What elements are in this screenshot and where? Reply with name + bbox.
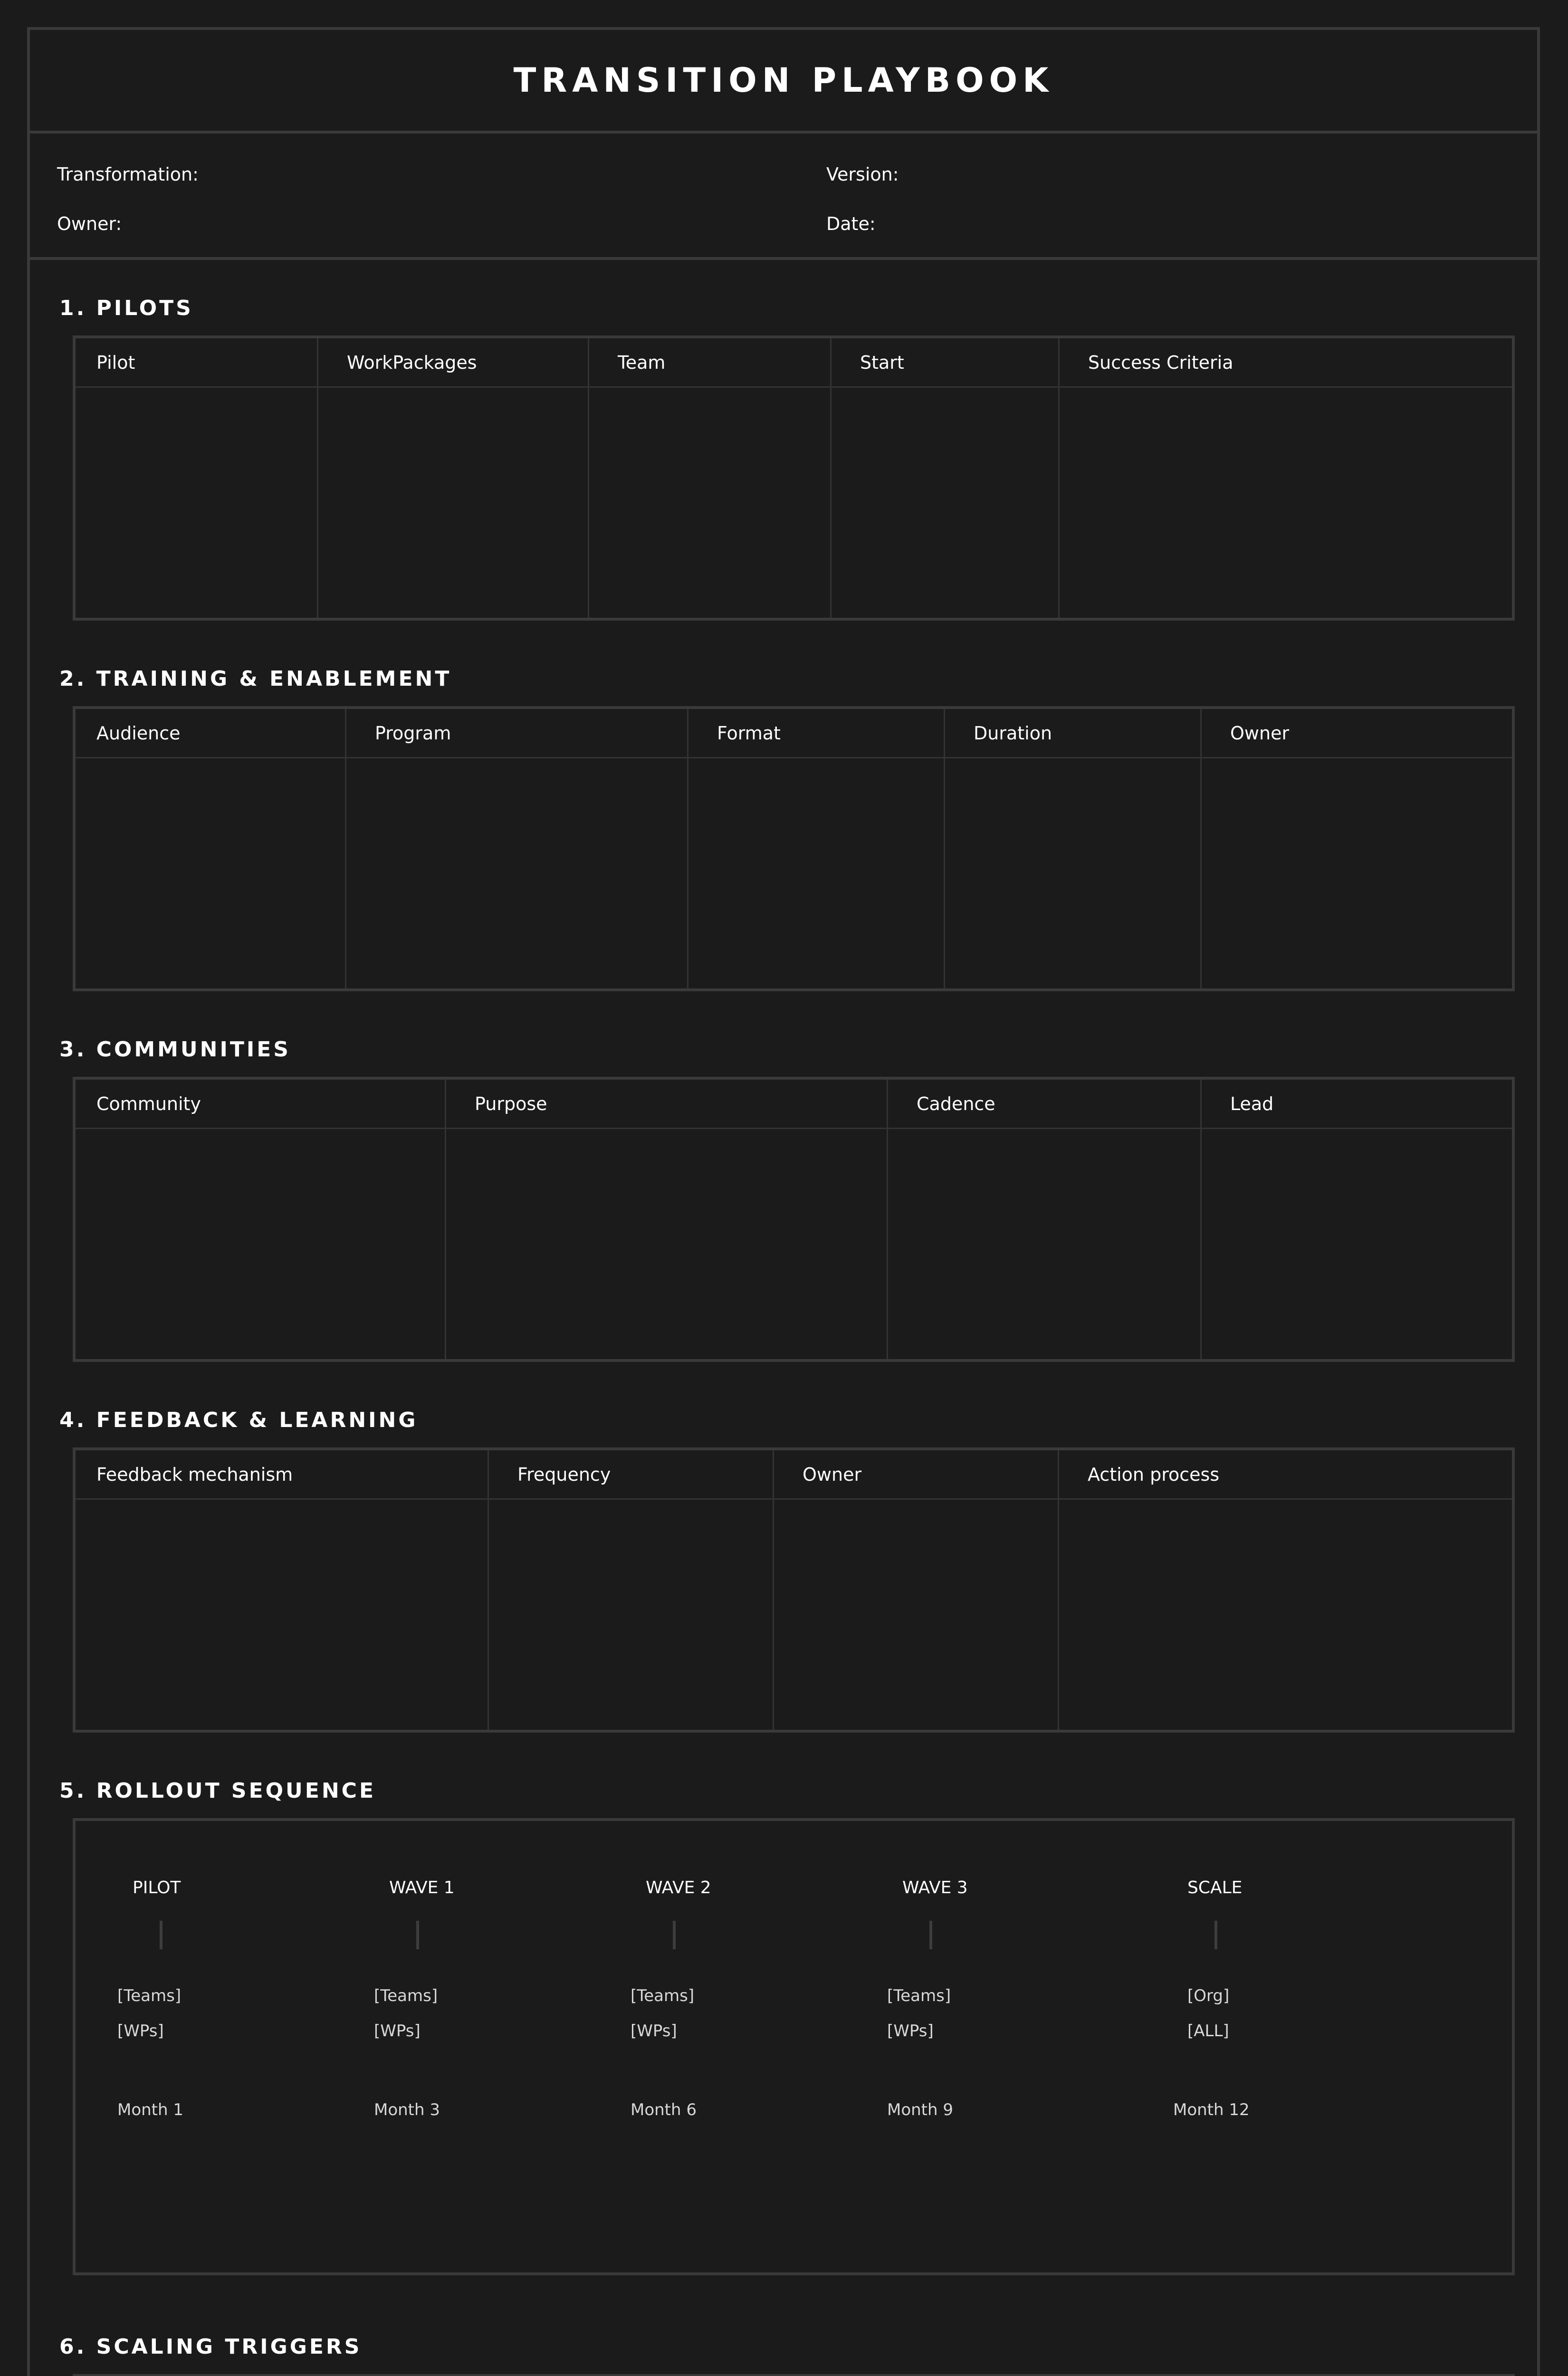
wave-wps-wave1: [WPs] [374,2022,421,2041]
owner-label: Owner: [57,213,122,234]
feedback-header-action-process: Action process [1059,1450,1512,1500]
wave-tick-wave2 [673,1921,676,1949]
wave-teams-wave2: [Teams] [631,1986,695,2005]
section-training-title: 2. TRAINING & ENABLEMENT [59,667,452,691]
wave-label-wave3: WAVE 3 [902,1878,968,1897]
owner-field[interactable] [57,213,122,234]
wave-month-wave2: Month 6 [631,2100,697,2119]
pilots-col-success-criteria[interactable] [1060,338,1512,618]
section-feedback-title: 4. FEEDBACK & LEARNING [59,1408,418,1432]
pilots-col-start[interactable] [832,338,1060,618]
communities-header-lead: Lead [1202,1080,1512,1129]
pilots-table [73,335,1515,621]
wave-label-scale: SCALE [1187,1878,1243,1897]
training-col-audience[interactable] [76,709,346,988]
feedback-header-frequency: Frequency [489,1450,773,1500]
training-header-owner: Owner [1202,709,1512,758]
playbook-frame [27,27,1540,2376]
wave-teams-pilot: [Teams] [117,1986,182,2005]
transformation-label: Transformation: [57,164,199,185]
meta-fields [30,131,1537,260]
title-bar [30,30,1537,134]
rollout-box [73,1818,1515,2275]
wave-teams-wave1: [Teams] [374,1986,438,2005]
section-communities-title: 3. COMMUNITIES [59,1037,291,1062]
training-header-program: Program [346,709,687,758]
transformation-field[interactable] [57,164,199,185]
page-title: TRANSITION PLAYBOOK [513,61,1054,100]
feedback-header-mechanism: Feedback mechanism [76,1450,488,1500]
communities-col-purpose[interactable] [446,1080,888,1359]
training-table [73,706,1515,991]
communities-header-purpose: Purpose [446,1080,887,1129]
pilots-header-team: Team [589,338,830,388]
scaling-box [73,2374,1515,2376]
section-pilots-title: 1. PILOTS [59,296,193,320]
pilots-header-success-criteria: Success Criteria [1060,338,1512,388]
training-header-duration: Duration [945,709,1200,758]
communities-col-cadence[interactable] [888,1080,1202,1359]
wave-month-scale: Month 12 [1173,2100,1250,2119]
communities-col-community[interactable] [76,1080,446,1359]
section-rollout-title: 5. ROLLOUT SEQUENCE [59,1779,376,1803]
training-header-audience: Audience [76,709,345,758]
wave-wps-wave3: [WPs] [887,2022,934,2041]
wave-label-wave1: WAVE 1 [389,1878,455,1897]
wave-teams-scale: [Org] [1187,1986,1230,2005]
wave-wps-pilot: [WPs] [117,2022,164,2041]
training-col-format[interactable] [688,709,945,988]
training-col-duration[interactable] [945,709,1202,988]
pilots-header-workpackages: WorkPackages [318,338,588,388]
pilots-header-start: Start [832,338,1058,388]
wave-tick-wave3 [929,1921,932,1949]
feedback-col-owner[interactable] [774,1450,1059,1730]
date-label: Date: [826,213,876,234]
wave-tick-pilot [160,1921,163,1949]
date-field[interactable] [826,213,876,234]
wave-tick-wave1 [416,1921,419,1949]
wave-wps-scale: [ALL] [1187,2022,1229,2041]
wave-wps-wave2: [WPs] [631,2022,677,2041]
wave-month-wave3: Month 9 [887,2100,954,2119]
wave-teams-wave3: [Teams] [887,1986,951,2005]
pilots-header-pilot: Pilot [76,338,317,388]
training-col-owner[interactable] [1202,709,1512,988]
wave-label-pilot: PILOT [133,1878,181,1897]
communities-col-lead[interactable] [1202,1080,1512,1359]
feedback-col-action-process[interactable] [1059,1450,1512,1730]
feedback-header-owner: Owner [774,1450,1058,1500]
pilots-col-pilot[interactable] [76,338,318,618]
wave-tick-scale [1214,1921,1217,1949]
section-scaling-title: 6. SCALING TRIGGERS [59,2335,362,2359]
version-field[interactable] [826,164,899,185]
feedback-col-mechanism[interactable] [76,1450,489,1730]
pilots-col-workpackages[interactable] [318,338,589,618]
training-header-format: Format [688,709,944,758]
wave-label-wave2: WAVE 2 [646,1878,711,1897]
communities-header-community: Community [76,1080,445,1129]
version-label: Version: [826,164,899,185]
pilots-col-team[interactable] [589,338,832,618]
communities-table [73,1077,1515,1362]
feedback-col-frequency[interactable] [489,1450,774,1730]
wave-month-wave1: Month 3 [374,2100,440,2119]
training-col-program[interactable] [346,709,688,988]
communities-header-cadence: Cadence [888,1080,1200,1129]
wave-month-pilot: Month 1 [117,2100,184,2119]
feedback-table [73,1447,1515,1733]
